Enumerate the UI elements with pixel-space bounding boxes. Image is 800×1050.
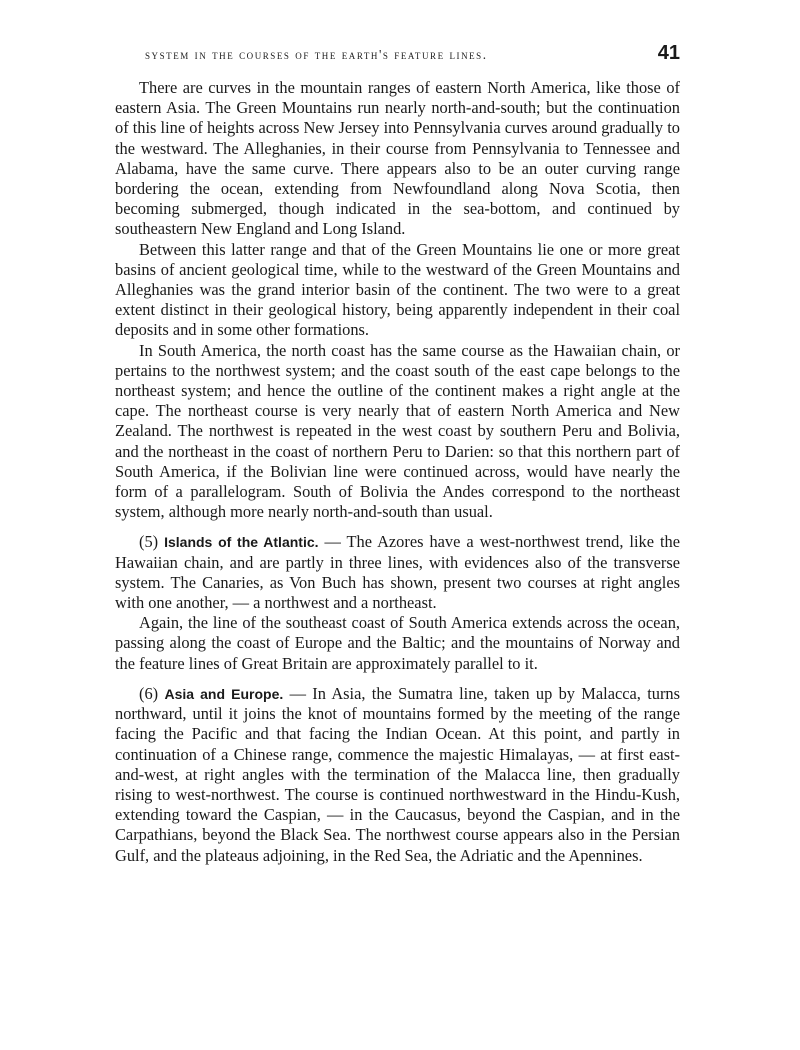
- section-text: The Azores have a west-northwest trend, like the Hawaiian chain, and are partly in three lines, with evidences also of the transverse system. The Canaries, as Von Buch has shown, present two courses at right angles with one another, — a northwest and a northeast.: [115, 532, 680, 613]
- section-heading: Islands of the Atlantic.: [164, 534, 319, 551]
- section-number: (6): [139, 683, 159, 703]
- paragraph-north-america-curves: There are curves in the mountain ranges of eastern North America, like those of eastern Asia. The Green Mountains run nearly north-and-south; but the continuation of this line of heights across New Jersey into Pennsylvania curves around gradually to the westward. The Alleghanies, in their course from Pennsylvania to Tennessee and Alabama, have the same curve. There appears also to be an outer curving range bordering the ocean, extending from Newfoundland along Nova Scotia, then becoming submerged, though indicated in the sea-bottom, and continued by southeastern New England and Long Island.: [115, 78, 680, 239]
- section-number: (5): [139, 532, 159, 552]
- section-islands-of-the-atlantic: [115, 532, 680, 613]
- section-heading: Asia and Europe.: [164, 685, 284, 702]
- paragraph-south-america: In South America, the north coast has the same course as the Hawaiian chain, or pertains to the northwest system; and the coast south of the east cape belongs to the northeast system; and hence the outline of the continent makes a right angle at the cape. The northeast course is very nearly that of eastern North America and New Zealand. The northwest is repeated in the west coast by southern Peru and Bolivia, and the northeast in the coast of northern Peru to Darien: so that this northern part of South America, if the Bolivian line were continued across, would have nearly the form of a parallelogram. South of Bolivia the Andes correspond to the northeast system, although more nearly north-and-south than usual.: [115, 340, 680, 522]
- page-number: 41: [657, 42, 680, 64]
- running-head: [115, 42, 680, 68]
- book-page: [115, 42, 680, 866]
- section-text: In Asia, the Sumatra line, taken up by Malacca, turns northward, until it joins the knot of mountains formed by the meeting of the range facing the Pacific and that facing the Indian Ocean. At this point, and partly in continuation of a Chinese range, commence the majestic Himalayas, — at first east-and-west, at right angles with the termination of the Malacca line, then gradually rising to west-northwest. The course is continued northwestward in the Hindu-Kush, extending toward the Caspian, — in the Caucasus, beyond the Caspian, and in the Carpathians, beyond the Black Sea. The northwest course appears also in the Persian Gulf, and the plateaus adjoining, in the Red Sea, the Adriatic and the Apennines.: [115, 683, 680, 865]
- running-head-title: system in the courses of the earth's feature lines.: [145, 47, 488, 62]
- em-dash: —: [318, 532, 347, 552]
- body-text: [115, 78, 680, 866]
- paragraph-southeast-coast: Again, the line of the southeast coast of South America extends across the ocean, passing along the coast of Europe and the Baltic; and the mountains of Norway and the feature lines of Great Britain are approximately parallel to it.: [115, 613, 680, 673]
- em-dash: —: [283, 683, 313, 703]
- paragraph-basins: Between this latter range and that of the Green Mountains lie one or more great basins of ancient geological time, while to the westward of the Green Mountains and Alleghanies was the grand interior basin of the continent. The two were to a great extent distinct in their geological history, being apparently independent in their coal deposits and in some other formations.: [115, 239, 680, 340]
- section-asia-and-europe: [115, 684, 680, 866]
